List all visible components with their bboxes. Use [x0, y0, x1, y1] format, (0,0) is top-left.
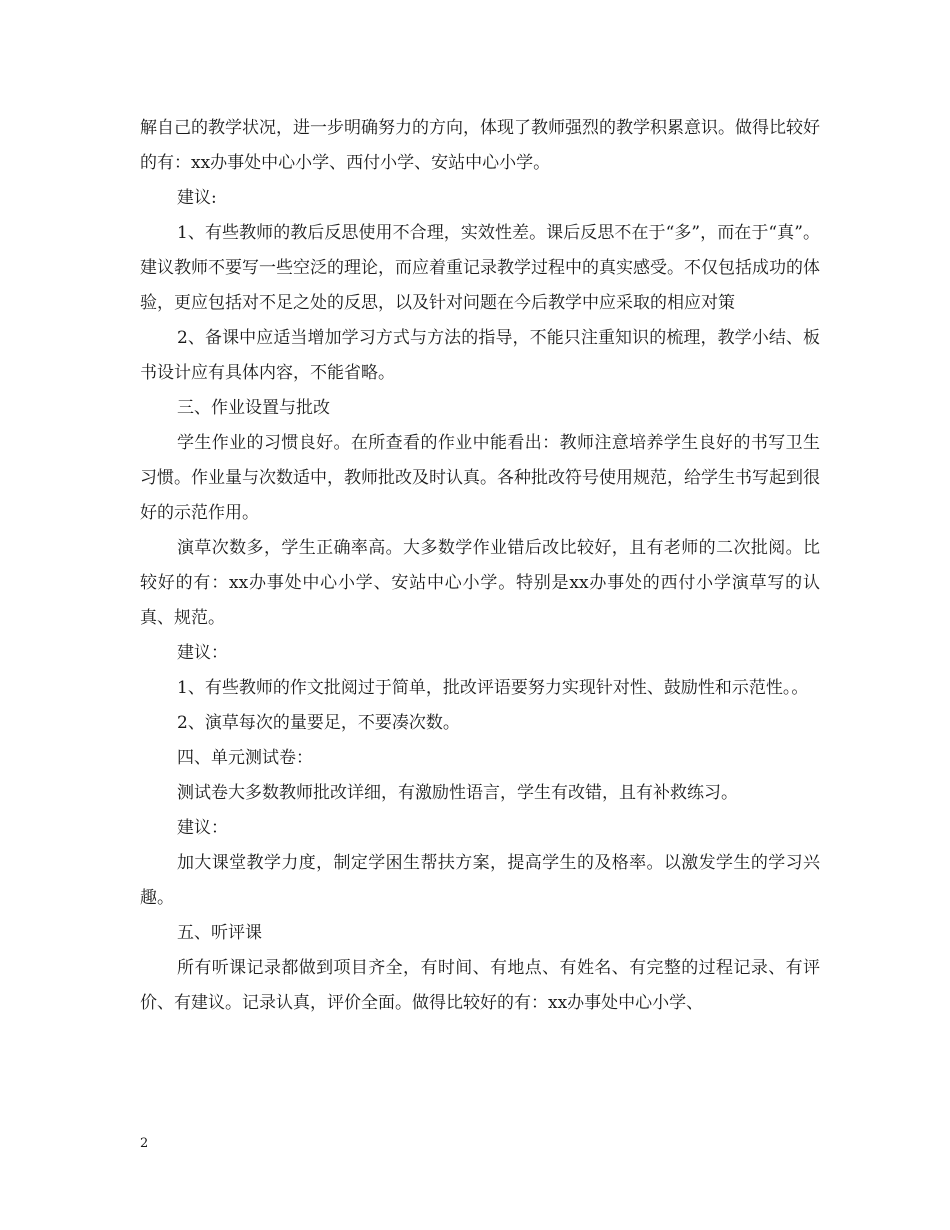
section-heading: 四、单元测试卷： [177, 748, 313, 768]
paragraph: 加大课堂教学力度，制定学困生帮扶方案，提高学生的及格率。以激发学生的学习兴趣。 [140, 853, 820, 908]
paragraph: 测试卷大多数教师批改详细，有激励性语言，学生有改错，且有补救练习。 [177, 783, 738, 803]
paragraph: 2、演草每次的量要足，不要凑次数。 [177, 713, 460, 733]
paragraph: 学生作业的习惯良好。在所查看的作业中能看出：教师注意培养学生良好的书写卫生习惯。作业量与次数适中，教师批改及时认真。各种批改符号使用规范，给学生书写起到很好的示范作用。 [140, 433, 820, 523]
paragraph: 1、有些教师的作文批阅过于简单，批改评语要努力实现针对性、鼓励性和示范性。。 [177, 678, 809, 698]
page-number: 2 [140, 1136, 149, 1151]
paragraph: 解自己的教学状况，进一步明确努力的方向，体现了教师强烈的教学积累意识。做得比较好的有：xx办事处中心小学、西付小学、安站中心小学。 [140, 118, 820, 173]
paragraph: 2、备课中应适当增加学习方式与方法的指导，不能只注重知识的梳理，教学小结、板书设计应有具体内容，不能省略。 [140, 328, 820, 383]
document-body [140, 111, 820, 1021]
section-heading: 五、听评课 [177, 923, 262, 943]
paragraph: 1、有些教师的教后反思使用不合理，实效性差。课后反思不在于“多”，而在于“真”。建议教师不要写一些空泛的理论，而应着重记录教学过程中的真实感受。不仅包括成功的体验，更应包括对不足之处的反思，以及针对问题在今后教学中应采取的相应对策 [140, 223, 820, 313]
suggestion-heading: 建议: [177, 188, 217, 208]
section-heading: 三、作业设置与批改 [177, 398, 330, 418]
paragraph: 演草次数多，学生正确率高。大多数学作业错后改比较好，且有老师的二次批阅。比较好的有：xx办事处中心小学、安站中心小学。特别是xx办事处的西付小学演草写的认真、规范。 [140, 538, 820, 628]
suggestion-heading: 建议： [177, 643, 228, 663]
paragraph: 所有听课记录都做到项目齐全，有时间、有地点、有姓名、有完整的过程记录、有评价、有建议。记录认真，评价全面。做得比较好的有：xx办事处中心小学、 [140, 958, 820, 1013]
suggestion-heading: 建议： [177, 818, 228, 838]
